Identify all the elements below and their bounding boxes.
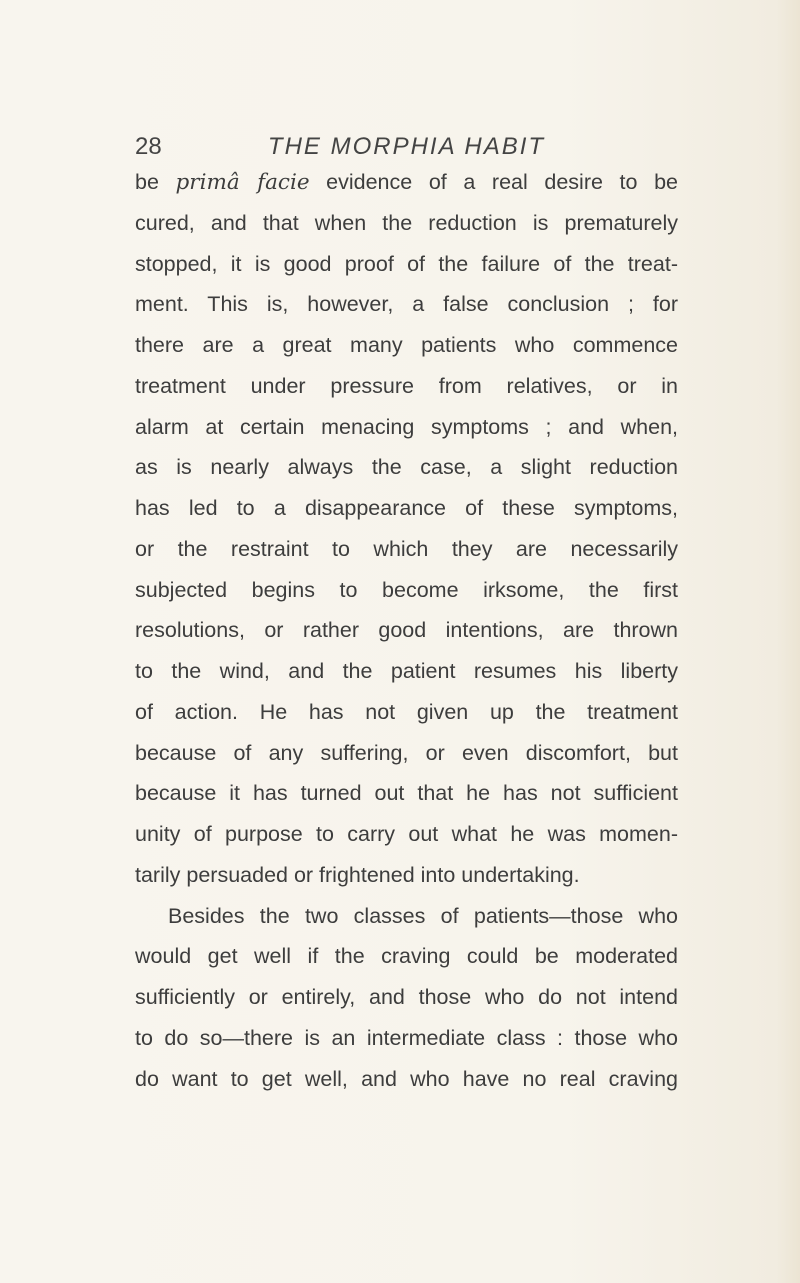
text-line: tarily persuaded or frightened into undertaking. (135, 862, 580, 887)
body-text (135, 162, 678, 1099)
text-line: resolutions, or rather good intentions, are thrown (135, 618, 678, 643)
text-line: ment. This is, however, a false conclusion ; for (135, 292, 678, 317)
text-line: to the wind, and the patient resumes his liberty (135, 659, 678, 683)
italic-phrase: primâ facie (175, 170, 310, 195)
text-line: because it has turned out that he has not sufficient (135, 781, 678, 806)
text-line: alarm at certain menacing symptoms ; and when, (135, 414, 678, 439)
text-line: treatment under pressure from relatives, or in (135, 373, 678, 398)
text-line: as is nearly always the case, a slight reduction (135, 455, 678, 480)
text-line: or the restraint to which they are necessarily (135, 536, 678, 561)
text-line: unity of purpose to carry out what he was momen- (135, 822, 678, 846)
text-line: sufficiently or entirely, and those who do not intend (135, 985, 678, 1009)
text-line: subjected begins to become irksome, the first (135, 577, 678, 602)
text-line: cured, and that when the reduction is prematurely (135, 210, 678, 235)
text-line: Besides the two classes of patients—those who (168, 903, 678, 928)
text-line: to do so—there is an intermediate class : those who (135, 1025, 678, 1050)
text-line: there are a great many patients who commence (135, 333, 678, 357)
text-line: would get well if the craving could be moderated (135, 944, 678, 969)
page-number: 28 (135, 133, 162, 160)
text-line: stopped, it is good proof of the failure of the treat- (135, 251, 678, 276)
text-line: be primâ facie evidence of a real desire to be (135, 170, 679, 195)
text-line: because of any suffering, or even discomfort, but (135, 740, 678, 765)
text-line: of action. He has not given up the treatment (135, 699, 678, 724)
text-line: has led to a disappearance of these symptoms, (135, 496, 678, 520)
text-line: do want to get well, and who have no real craving (135, 1066, 678, 1091)
running-head: THE MORPHIA HABIT (267, 133, 546, 160)
page-header (135, 132, 678, 162)
